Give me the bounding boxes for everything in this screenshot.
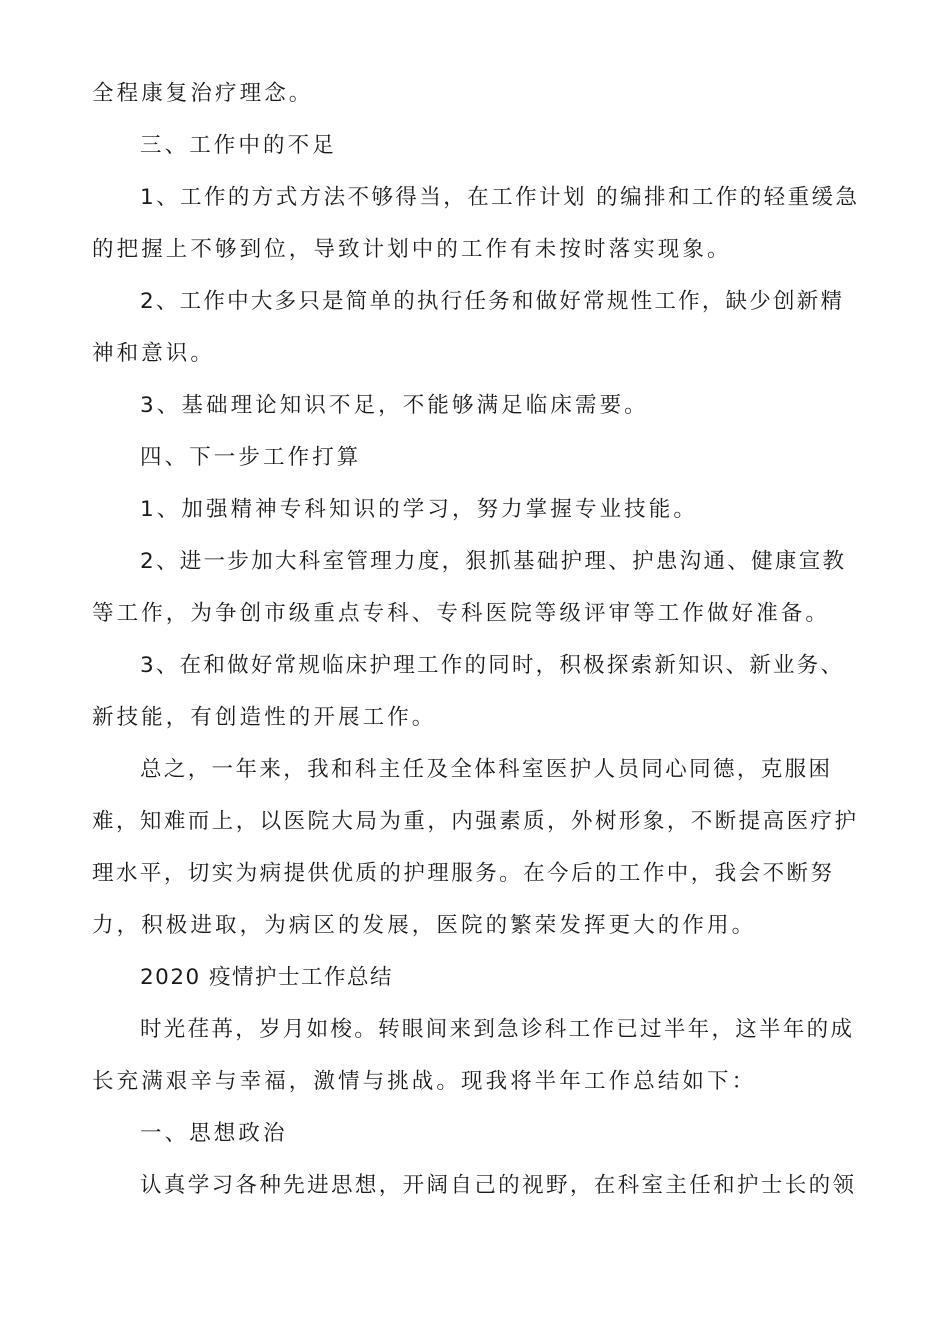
text-line: 神和意识。 (92, 341, 216, 366)
text-line: 3、基础理论知识不足，不能够满足临床需要。 (140, 393, 649, 418)
text-line: 1、加强精神专科知识的学习，努力掌握专业技能。 (140, 497, 698, 522)
document-title: 2020 疫情护士工作总结 (140, 965, 394, 990)
text-line: 3、在和做好常规临床护理工作的同时，积极探索新知识、新业务、 (140, 653, 842, 678)
text-line: 力，积极进取，为病区的发展，医院的繁荣发挥更大的作用。 (92, 913, 757, 938)
text-line: 长充满艰辛与幸福，激情与挑战。现我将半年工作总结如下： (92, 1069, 757, 1094)
text-line: 的把握上不够到位，导致计划中的工作有未按时落实现象。 (92, 237, 732, 262)
text-line: 等工作，为争创市级重点专科、专科医院等级评审等工作做好准备。 (92, 601, 831, 626)
section-heading: 三、工作中的不足 (140, 133, 337, 158)
section-heading: 一、思想政治 (140, 1121, 288, 1146)
text-line: 1、工作的方式方法不够得当，在工作计划 的编排和工作的轻重缓急 (140, 185, 857, 210)
text-line: 新技能，有创造性的开展工作。 (92, 705, 437, 730)
text-line: 时光荏苒，岁月如梭。转眼间来到急诊科工作已过半年，这半年的成 (140, 1017, 852, 1042)
text-line: 2、进一步加大科室管理力度，狠抓基础护理、护患沟通、健康宣教 (140, 549, 844, 574)
text-line: 全程康复治疗理念。 (92, 81, 314, 106)
text-line: 2、工作中大多只是简单的执行任务和做好常规性工作，缺少创新精 (140, 289, 842, 314)
section-heading: 四、下一步工作打算 (140, 445, 362, 470)
text-line: 理水平，切实为病提供优质的护理服务。在今后的工作中，我会不断努 (92, 861, 832, 886)
text-line: 总之，一年来，我和科主任及全体科室医护人员同心同德，克服困 (140, 757, 830, 782)
text-line: 认真学习各种先进思想，开阔自己的视野，在科室主任和护士长的领 (140, 1173, 854, 1198)
text-line: 难，知难而上，以医院大局为重，内强素质，外树形象，不断提高医疗护 (92, 809, 856, 834)
